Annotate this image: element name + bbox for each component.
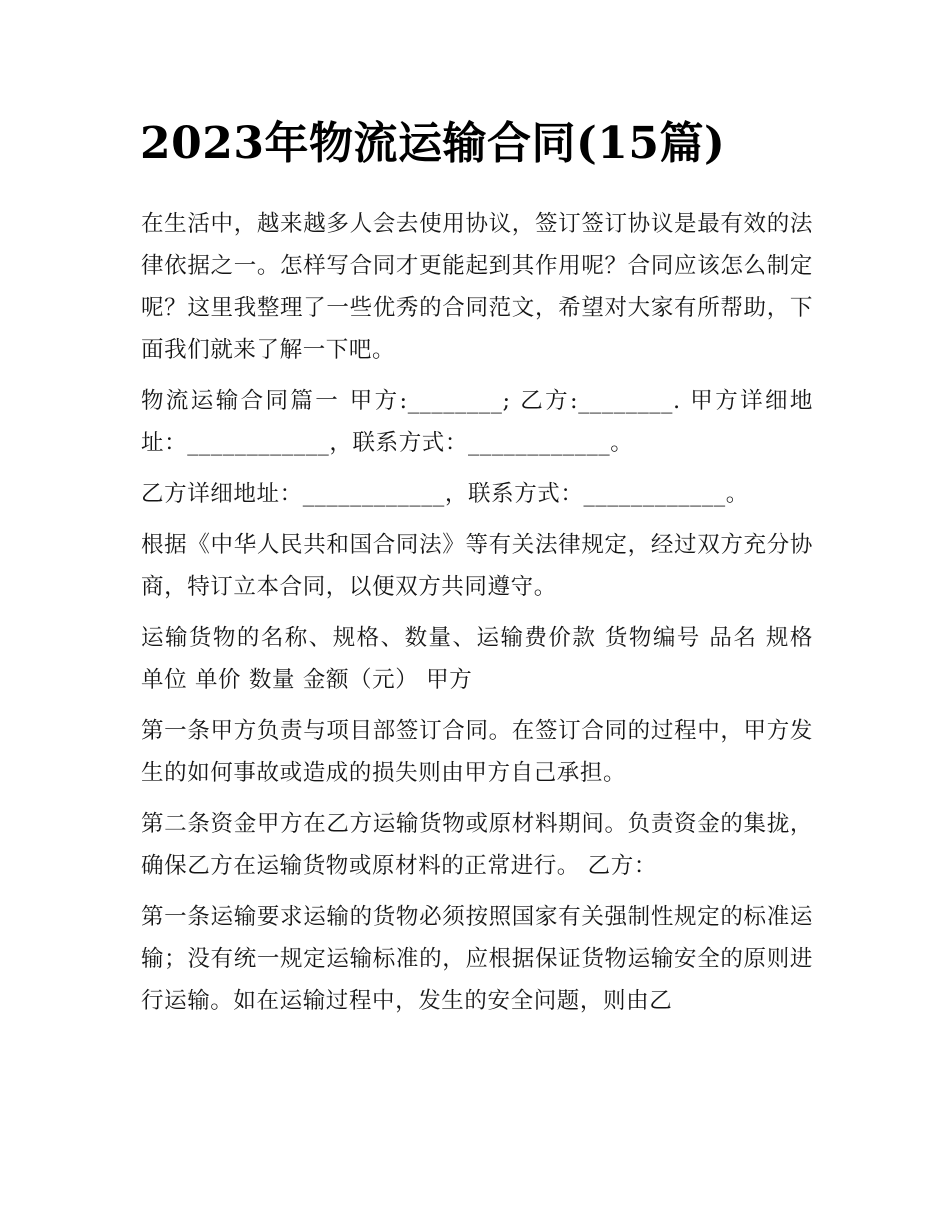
paragraph-article-1-party-a: 第一条甲方负责与项目部签订合同。在签订合同的过程中，甲方发生的如何事故或造成的损失则由甲方自己承担。 xyxy=(141,718,813,786)
document-body xyxy=(141,203,813,1031)
paragraph-article-2-party-a: 第二条资金甲方在乙方运输货物或原材料期间。负责资金的集拢，确保乙方在运输货物或原材料的正常进行。 乙方： xyxy=(141,811,813,879)
paragraph-party-a: 物流运输合同篇一 甲方:________; 乙方:________. 甲方详细地址：____________，联系方式：____________。 xyxy=(141,388,813,456)
paragraph-goods: 运输货物的名称、规格、数量、运输费价款 货物编号 品名 规格 单位 单价 数量 金额（元） 甲方 xyxy=(141,625,813,693)
paragraph-legal-basis: 根据《中华人民共和国合同法》等有关法律规定，经过双方充分协商，特订立本合同，以便双方共同遵守。 xyxy=(141,532,813,600)
document-title: 2023年物流运输合同(15篇) xyxy=(140,118,726,169)
paragraph-intro: 在生活中，越来越多人会去使用协议，签订签订协议是最有效的法律依据之一。怎样写合同才更能起到其作用呢？合同应该怎么制定呢？这里我整理了一些优秀的合同范文，希望对大家有所帮助，下面我们就来了解一下吧。 xyxy=(141,211,813,363)
paragraph-article-1-party-b: 第一条运输要求运输的货物必须按照国家有关强制性规定的标准运输；没有统一规定运输标准的，应根据保证货物运输安全的原则进行运输。如在运输过程中，发生的安全问题，则由乙 xyxy=(141,904,813,1014)
paragraph-party-b: 乙方详细地址：____________，联系方式：____________。 xyxy=(141,481,749,507)
